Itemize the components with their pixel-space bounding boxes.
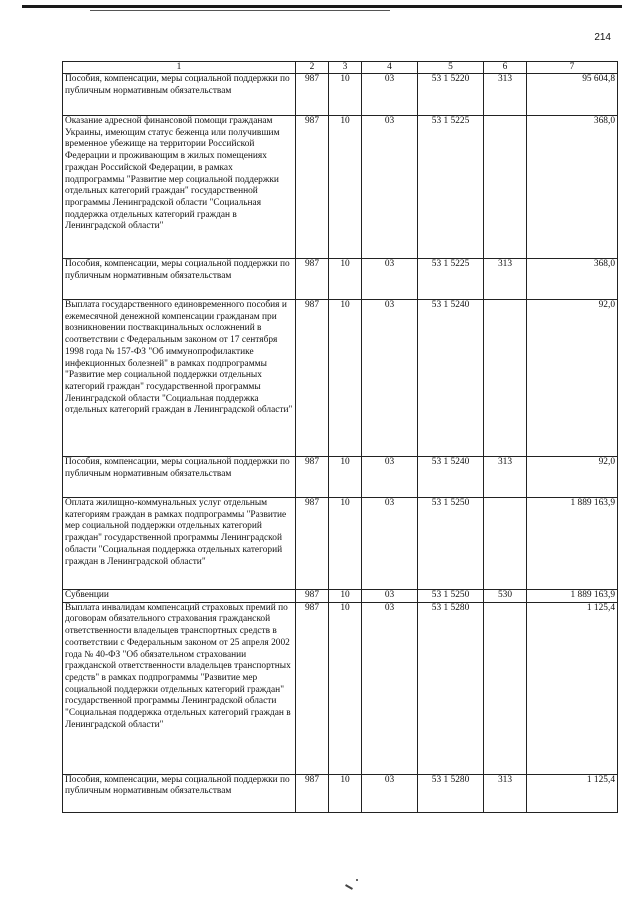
row-subsection: 03 <box>362 300 418 457</box>
row-code: 987 <box>296 259 329 300</box>
row-section: 10 <box>329 300 362 457</box>
row-amount: 95 604,8 <box>527 74 618 116</box>
row-amount: 92,0 <box>527 457 618 498</box>
row-name: Субвенции <box>63 590 296 603</box>
row-section: 10 <box>329 590 362 603</box>
table-row <box>63 774 618 812</box>
table-row <box>63 300 618 457</box>
budget-table <box>62 61 618 813</box>
scan-artifact <box>345 884 353 890</box>
row-type: 313 <box>484 74 527 116</box>
row-section: 10 <box>329 116 362 259</box>
column-header: 3 <box>329 62 362 74</box>
row-target: 53 1 5250 <box>418 590 484 603</box>
row-name: Выплата государственного единовременного пособия и ежемесячной денежной компенсации гражданам при возникновении поствакцинальных осложнений в соответствии с Федеральным законом от 17 сентября 1998 года № 157-ФЗ "Об иммунопрофилактике инфекционных болезней" в рамках подпрограммы "Развитие мер социальной поддержки отдельных категорий граждан" государственной программы Ленинградской области "Социальная поддержка отдельных категорий граждан в Ленинградской области" <box>63 300 296 457</box>
table-row <box>63 457 618 498</box>
row-subsection: 03 <box>362 259 418 300</box>
row-name: Пособия, компенсации, меры социальной поддержки по публичным нормативным обязательствам <box>63 259 296 300</box>
row-subsection: 03 <box>362 457 418 498</box>
column-header: 6 <box>484 62 527 74</box>
header-row <box>63 62 618 74</box>
row-name: Пособия, компенсации, меры социальной поддержки по публичным нормативным обязательствам <box>63 74 296 116</box>
table-row <box>63 259 618 300</box>
row-subsection: 03 <box>362 498 418 590</box>
row-name: Пособия, компенсации, меры социальной поддержки по публичным нормативным обязательствам <box>63 774 296 812</box>
row-target: 53 1 5240 <box>418 300 484 457</box>
row-code: 987 <box>296 457 329 498</box>
table-row <box>63 116 618 259</box>
row-target: 53 1 5220 <box>418 74 484 116</box>
scan-artifact-dot <box>356 879 358 881</box>
row-amount: 368,0 <box>527 259 618 300</box>
row-name: Оказание адресной финансовой помощи гражданам Украины, имеющим статус беженца или получившим временное убежище на территории Российской Федерации и проживающим в жилых помещениях граждан Российской Федерации, в рамках подпрограммы "Развитие мер социальной поддержки отдельных категорий граждан" государственной программы Ленинградской области "Социальная поддержка отдельных категорий граждан в Ленинградской области" <box>63 116 296 259</box>
table-row <box>63 74 618 116</box>
row-amount: 92,0 <box>527 300 618 457</box>
row-amount: 368,0 <box>527 116 618 259</box>
row-type <box>484 116 527 259</box>
page-number: 214 <box>594 32 611 43</box>
row-subsection: 03 <box>362 590 418 603</box>
row-amount: 1 889 163,9 <box>527 498 618 590</box>
row-amount: 1 889 163,9 <box>527 590 618 603</box>
row-type: 313 <box>484 774 527 812</box>
row-type <box>484 602 527 774</box>
row-target: 53 1 5240 <box>418 457 484 498</box>
column-header: 7 <box>527 62 618 74</box>
row-name: Оплата жилищно-коммунальных услуг отдельным категориям граждан в рамках подпрограммы "Развитие мер социальной поддержки отдельных категорий граждан" государственной программы Ленинградской области "Социальная поддержка отдельных категорий граждан в Ленинградской области" <box>63 498 296 590</box>
row-code: 987 <box>296 774 329 812</box>
row-section: 10 <box>329 259 362 300</box>
row-type <box>484 498 527 590</box>
row-section: 10 <box>329 602 362 774</box>
row-target: 53 1 5280 <box>418 774 484 812</box>
row-target: 53 1 5225 <box>418 116 484 259</box>
row-code: 987 <box>296 498 329 590</box>
row-type <box>484 300 527 457</box>
row-section: 10 <box>329 457 362 498</box>
table-row <box>63 498 618 590</box>
row-type: 313 <box>484 259 527 300</box>
row-name: Выплата инвалидам компенсаций страховых премий по договорам обязательного страхования гражданской ответственности владельцев транспортных средств в соответствии с Федеральным законом от 25 апреля 2002 года № 40-ФЗ "Об обязательном страховании гражданской ответственности владельцев транспортных средств" в рамках подпрограммы "Развитие мер социальной поддержки отдельных категорий граждан" государственной программы Ленинградской области "Социальная поддержка отдельных категорий граждан в Ленинградской области" <box>63 602 296 774</box>
row-subsection: 03 <box>362 774 418 812</box>
row-type: 313 <box>484 457 527 498</box>
row-code: 987 <box>296 74 329 116</box>
row-target: 53 1 5280 <box>418 602 484 774</box>
row-amount: 1 125,4 <box>527 602 618 774</box>
row-code: 987 <box>296 590 329 603</box>
column-header: 1 <box>63 62 296 74</box>
row-code: 987 <box>296 300 329 457</box>
top-border-line-thin <box>90 10 390 11</box>
row-name: Пособия, компенсации, меры социальной поддержки по публичным нормативным обязательствам <box>63 457 296 498</box>
row-target: 53 1 5250 <box>418 498 484 590</box>
row-subsection: 03 <box>362 74 418 116</box>
column-header: 2 <box>296 62 329 74</box>
row-type: 530 <box>484 590 527 603</box>
row-section: 10 <box>329 74 362 116</box>
column-header: 4 <box>362 62 418 74</box>
row-code: 987 <box>296 602 329 774</box>
row-target: 53 1 5225 <box>418 259 484 300</box>
column-header: 5 <box>418 62 484 74</box>
row-subsection: 03 <box>362 602 418 774</box>
row-section: 10 <box>329 774 362 812</box>
table-row <box>63 590 618 603</box>
row-code: 987 <box>296 116 329 259</box>
row-section: 10 <box>329 498 362 590</box>
row-subsection: 03 <box>362 116 418 259</box>
table-row <box>63 602 618 774</box>
top-border-line <box>22 5 622 8</box>
row-amount: 1 125,4 <box>527 774 618 812</box>
